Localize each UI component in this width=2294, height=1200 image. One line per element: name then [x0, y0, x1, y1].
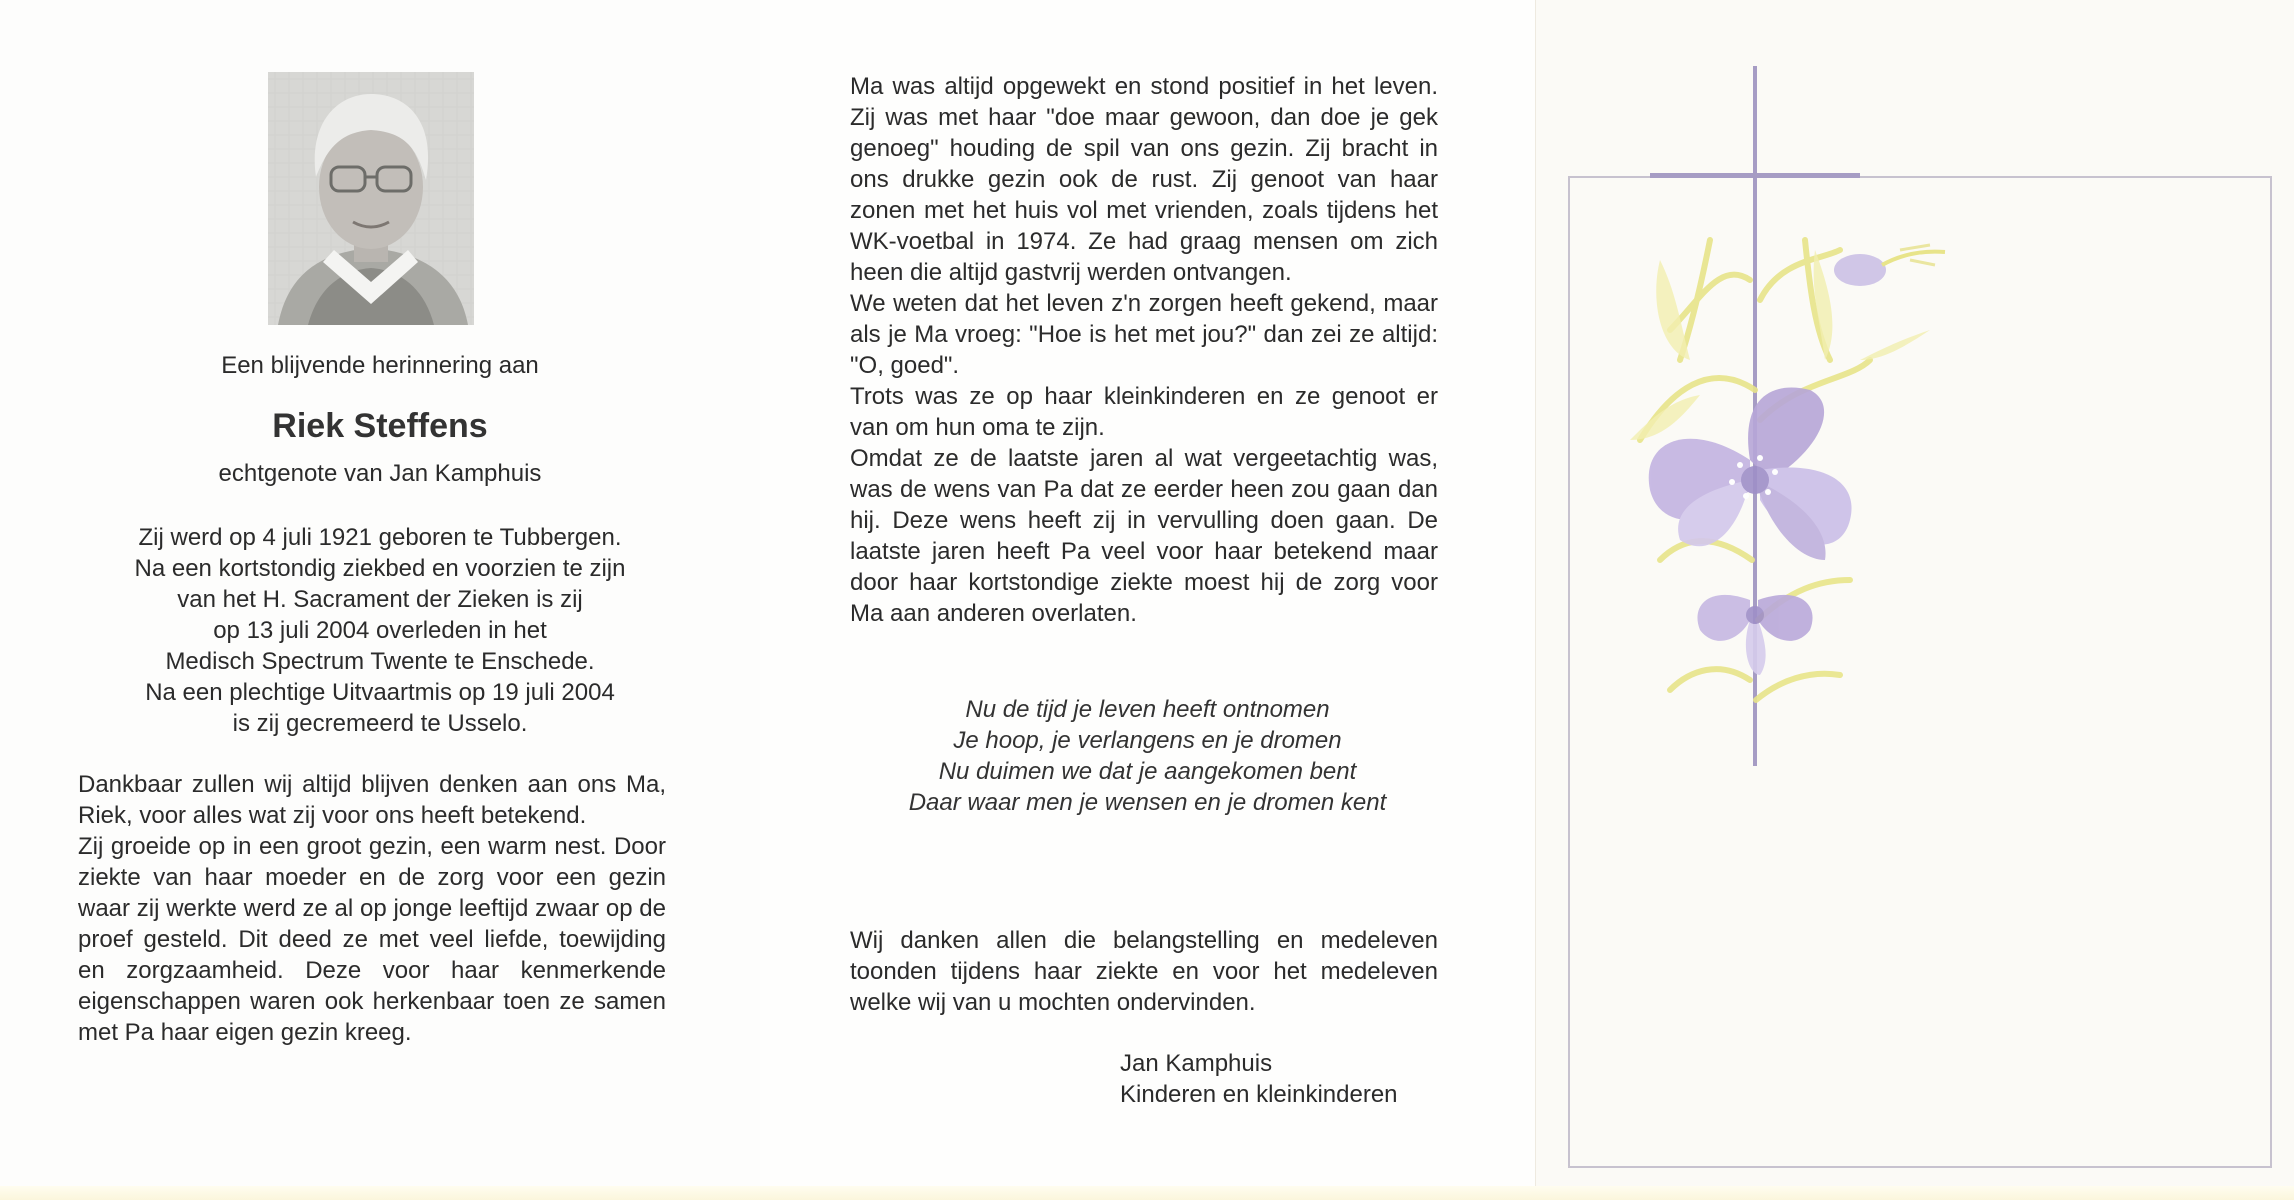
fact-line: op 13 juli 2004 overleden in het [213, 617, 547, 644]
poem-line: Nu de tijd je leven heeft ontnomen [965, 696, 1330, 723]
remembrance-intro: Een blijvende herinnering aan [221, 352, 539, 379]
closing-thanks: Wij danken allen die belangstelling en medeleven toonden tijdens haar ziekte en voor het medeleven welke wij van u mochten ondervinden. [850, 927, 1438, 1016]
fact-line: Zij werd op 4 juli 1921 geboren te Tubbergen. [138, 524, 622, 551]
life-facts [0, 522, 760, 739]
fact-line: Medisch Spectrum Twente te Enschede. [165, 648, 595, 675]
signature [1120, 1048, 1398, 1110]
deceased-name: Riek Steffens [272, 407, 488, 445]
fact-line: Na een kortstondig ziekbed en voorzien te zijn [134, 555, 626, 582]
memory-paragraph: Trots was ze op haar kleinkinderen en ze genoot er van om hun oma te zijn. [850, 383, 1438, 441]
flower-bud [1834, 245, 1945, 286]
memory-paragraph: We weten dat het leven z'n zorgen heeft gekend, maar als je Ma vroeg: "Hoe is het met jou?" dan zei ze altijd: "O, goed". [850, 290, 1438, 379]
tribute-paragraph: Zij groeide op in een groot gezin, een warm nest. Door ziekte van haar moeder en de zorg voor een gezin waar zij werkte werd ze al op jonge leeftijd zwaar op de proef gesteld. Dit deed ze met veel liefde, toewijding en zorgzaamheid. Deze voor haar kenmerkende eigenschappen waren ook herkenbaar toen ze samen met Pa haar eigen gezin kreeg. [78, 833, 666, 1046]
memories-text [850, 71, 1438, 629]
tribute-paragraph: Dankbaar zullen wij altijd blijven denken aan ons Ma, Riek, voor alles wat zij voor ons heeft betekend. [78, 771, 666, 829]
signature-line: Jan Kamphuis [1120, 1050, 1273, 1077]
portrait-photo [268, 72, 474, 325]
fact-line: van het H. Sacrament der Zieken is zij [177, 586, 583, 613]
cross-horizontal [1650, 173, 1860, 178]
paper-edge [0, 1186, 2294, 1200]
signature-line: Kinderen en kleinkinderen [1120, 1081, 1398, 1108]
poem-line: Je hoop, je verlangens en je dromen [953, 727, 1342, 754]
fact-line: Na een plechtige Uitvaartmis op 19 juli 2004 [145, 679, 615, 706]
cross-with-flowers-icon [1600, 60, 2020, 780]
memory-paragraph: Ma was altijd opgewekt en stond positief in het leven. Zij was met haar "doe maar gewoon, dan doe je gek genoeg" houding de spil van ons gezin. Zij bracht in ons drukke gezin ook de rust. Zij genoot van haar zonen met het huis vol met vrienden, zoals tijdens het WK-voetbal in 1974. Ze had graag mensen om zich heen die altijd gastvrij werden ontvangen. [850, 73, 1438, 286]
fact-line: is zij gecremeerd te Usselo. [232, 710, 528, 737]
spouse-line: echtgenote van Jan Kamphuis [218, 460, 542, 487]
poem [760, 694, 1535, 818]
tribute-text [78, 769, 666, 1048]
poem-line: Daar waar men je wensen en je dromen kent [908, 789, 1387, 816]
memory-paragraph: Omdat ze de laatste jaren al wat vergeetachtig was, was de wens van Pa dat ze eerder heen zou gaan dan hij. Deze wens heeft zij in vervulling doen gaan. De laatste jaren heeft Pa veel voor haar betekend maar door haar kortstondige ziekte moest hij de zorg voor Ma aan anderen overlaten. [850, 445, 1438, 627]
poem-line: Nu duimen we dat je aangekomen bent [938, 758, 1357, 785]
small-flower [1697, 595, 1812, 675]
